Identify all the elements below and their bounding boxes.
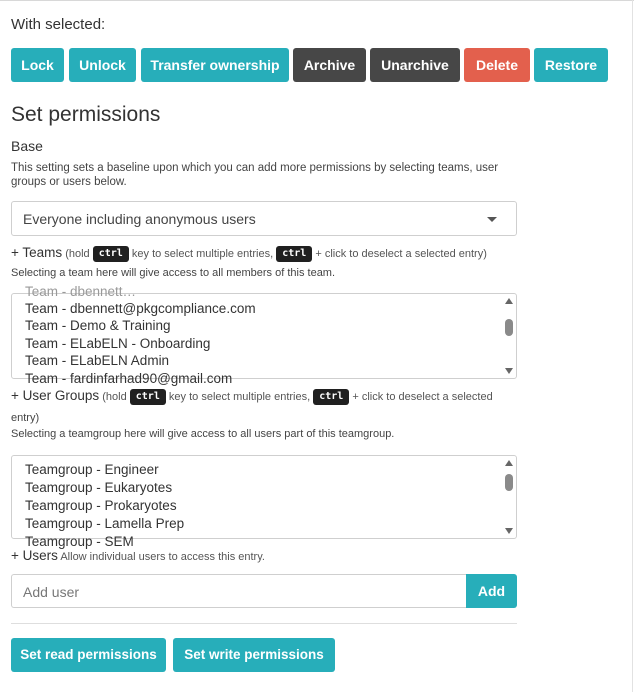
top-border — [0, 0, 634, 1]
ctrl-key: ctrl — [130, 389, 166, 405]
groups-hint-click: + click to deselect a selected — [352, 391, 493, 403]
ctrl-key: ctrl — [93, 246, 129, 262]
divider — [11, 623, 517, 624]
list-item[interactable]: Team - dbennett… — [25, 284, 137, 299]
groups-hint-key: key to select multiple entries, — [168, 391, 311, 403]
add-user-placeholder: Add user — [23, 584, 80, 600]
list-item[interactable]: Team - dbennett@pkgcompliance.com — [25, 301, 256, 316]
base-permission-value: Everyone including anonymous users — [23, 211, 256, 227]
list-item[interactable]: Team - Demo & Training — [25, 318, 171, 333]
list-item[interactable]: Teamgroup - Prokaryotes — [25, 498, 177, 513]
groups-hint-row — [11, 388, 493, 405]
groups-help-text: Selecting a teamgroup here will give access to all users part of this teamgroup. — [11, 428, 395, 440]
user-groups-listbox[interactable] — [11, 455, 517, 549]
list-item[interactable]: Teamgroup - Lamella Prep — [25, 516, 185, 531]
base-permission-select[interactable] — [11, 201, 517, 236]
transfer-ownership-button[interactable]: Transfer ownership — [141, 48, 289, 82]
base-label: Base — [11, 138, 43, 154]
scrollbar[interactable] — [502, 294, 516, 378]
set-write-permissions-button[interactable]: Set write permissions — [173, 638, 335, 672]
scroll-up-icon[interactable] — [505, 298, 513, 304]
scroll-up-icon[interactable] — [505, 460, 513, 466]
unarchive-button[interactable]: Unarchive — [370, 48, 460, 82]
scroll-thumb[interactable] — [505, 319, 513, 336]
list-item[interactable]: Teamgroup - SEM — [25, 534, 134, 549]
set-permissions-heading: Set permissions — [11, 103, 161, 126]
teams-help-text: Selecting a team here will give access to all members of this team. — [11, 267, 336, 279]
archive-button[interactable]: Archive — [293, 48, 366, 82]
teams-hint-key: key to select multiple entries, — [131, 248, 274, 260]
chevron-down-icon — [487, 217, 497, 222]
ctrl-key: ctrl — [313, 389, 349, 405]
list-item[interactable]: Teamgroup - Eukaryotes — [25, 480, 173, 495]
scroll-down-icon[interactable] — [505, 368, 513, 374]
scrollbar[interactable] — [502, 456, 516, 538]
restore-button[interactable]: Restore — [534, 48, 608, 82]
users-row — [11, 548, 265, 563]
users-label: + Users — [11, 548, 58, 563]
teams-hint-row — [11, 245, 487, 262]
lock-button[interactable]: Lock — [11, 48, 64, 82]
unlock-button[interactable]: Unlock — [69, 48, 136, 82]
scroll-down-icon[interactable] — [505, 528, 513, 534]
add-user-button[interactable]: Add — [466, 574, 517, 608]
teams-listbox[interactable] — [11, 284, 517, 386]
list-item[interactable]: Team - ELabELN - Onboarding — [25, 336, 211, 351]
set-read-permissions-button[interactable]: Set read permissions — [11, 638, 166, 672]
user-groups-label: + User Groups — [11, 388, 100, 403]
delete-button[interactable]: Delete — [464, 48, 530, 82]
ctrl-key: ctrl — [276, 246, 312, 262]
groups-hint-hold: (hold — [102, 391, 127, 403]
list-item[interactable]: Teamgroup - Engineer — [25, 462, 159, 477]
with-selected-label: With selected: — [11, 16, 106, 33]
teams-hint-click: + click to deselect a selected entry) — [315, 248, 487, 260]
base-help-text: This setting sets a baseline upon which you can add more permissions by selecting teams, user groups or users below. — [11, 162, 499, 188]
teams-label: + Teams — [11, 245, 63, 260]
list-item[interactable]: Team - ELabELN Admin — [25, 353, 170, 368]
add-user-input[interactable] — [11, 574, 467, 608]
groups-hint-end: entry) — [11, 412, 40, 424]
teams-hint-hold: (hold — [65, 248, 90, 260]
scroll-thumb[interactable] — [505, 474, 513, 491]
users-help-text: Allow individual users to access this entry. — [60, 551, 265, 563]
list-item[interactable]: Team - fardinfarhad90@gmail.com — [25, 371, 233, 386]
right-border — [632, 0, 633, 692]
